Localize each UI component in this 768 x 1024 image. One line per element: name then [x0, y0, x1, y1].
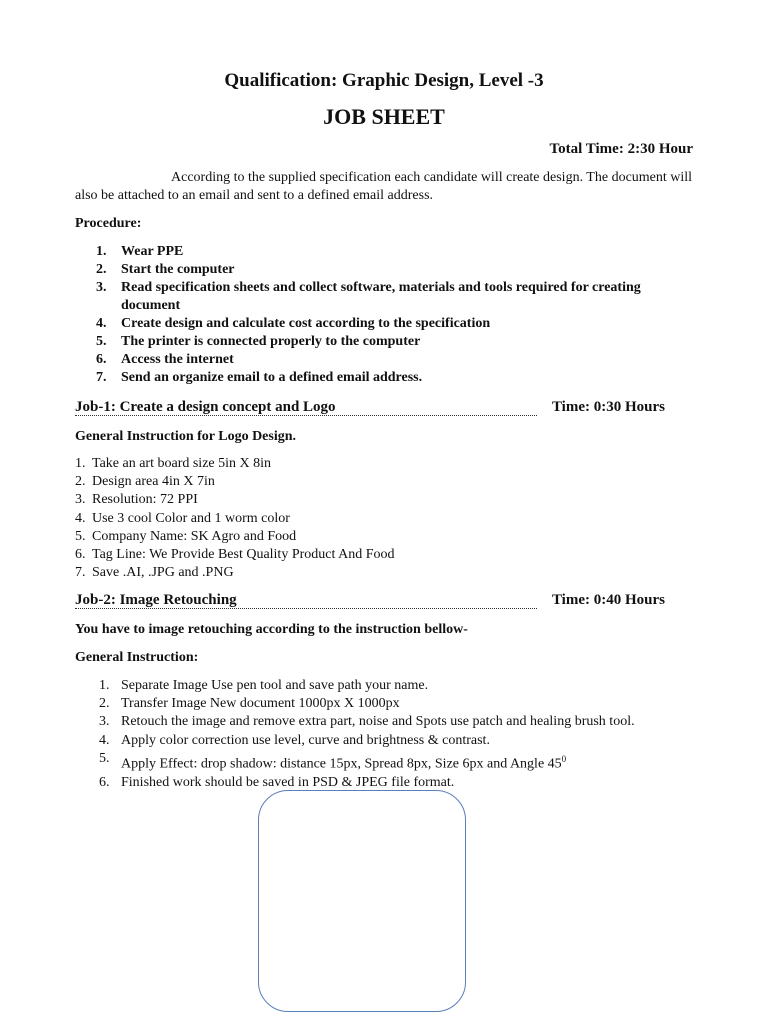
job2-time: Time: 0:40 Hours — [551, 592, 665, 608]
list-item: 2. Design area 4in X 7in — [75, 474, 215, 490]
intro-paragraph: According to the supplied specification each candidate will create design. The document will also be attached to an email and sent to a defined email address. — [75, 170, 693, 203]
list-item: 5. Apply Effect: drop shadow: distance 15px, Spread 8px, Size 6px and Angle $45^0$ — [99, 750, 567, 772]
logo-instruction-list — [75, 455, 675, 582]
list-item: 5. The printer is connected properly to the computer — [96, 334, 421, 349]
page-title: JOB SHEET — [323, 104, 445, 129]
list-item: 5. Company Name: SK Agro and Food — [75, 528, 297, 544]
job1-instruction-heading: General Instruction for Logo Design. — [75, 429, 297, 444]
list-item: 7. Send an organize email to a defined email address. — [96, 370, 423, 385]
list-item: 4. Create design and calculate cost according to the specification — [96, 316, 491, 331]
list-item: 3. Retouch the image and remove extra part, noise and Spots use patch and healing brush tool. — [99, 714, 635, 730]
list-item: 2. Start the computer — [96, 262, 235, 277]
retouch-instruction-list — [99, 677, 719, 792]
job2-subheading: You have to image retouching according to the instruction bellow- — [75, 622, 468, 637]
list-item: 1. Wear PPE — [96, 244, 184, 259]
list-item: 1. Take an art board size 5in X 8in — [75, 456, 272, 471]
qualification-heading: Qualification: Graphic Design, Level -3 — [224, 70, 544, 91]
list-item: 4. Use 3 cool Color and 1 worm color — [75, 510, 290, 526]
job2-instruction-heading: General Instruction: — [75, 650, 199, 665]
job1-dotted-leader — [75, 415, 537, 416]
list-item: 6. Finished work should be saved in PSD & JPEG file format. — [99, 774, 455, 790]
image-placeholder-frame — [258, 790, 466, 1012]
job2-dotted-leader — [75, 608, 537, 609]
job2-title: Job-2: Image Retouching — [75, 592, 237, 608]
job2-header — [75, 592, 665, 612]
job1-title: Job-1: Create a design concept and Logo — [75, 399, 336, 415]
list-item: 6. Access the internet — [96, 352, 234, 367]
job1-header — [75, 399, 665, 419]
degree-superscript: 0 — [561, 753, 567, 764]
list-item: 3. Resolution: 72 PPI — [75, 492, 198, 508]
procedure-heading: Procedure: — [75, 216, 142, 231]
list-item: 4. Apply color correction use level, curve and brightness & contrast. — [99, 732, 490, 748]
procedure-list — [96, 243, 676, 387]
list-item: 6. Tag Line: We Provide Best Quality Product And Food — [75, 547, 395, 563]
total-time: Total Time: 2:30 Hour — [549, 141, 693, 157]
list-item: 2. Transfer Image New document 1000px X 1000px — [99, 696, 400, 712]
list-item: 7. Save .AI, .JPG and .PNG — [75, 565, 234, 581]
list-item: 3. Read specification sheets and collect software, materials and tools required for creating document — [96, 280, 641, 313]
job1-time: Time: 0:30 Hours — [551, 399, 665, 415]
list-item: 1. Separate Image Use pen tool and save path your name. — [99, 678, 429, 693]
